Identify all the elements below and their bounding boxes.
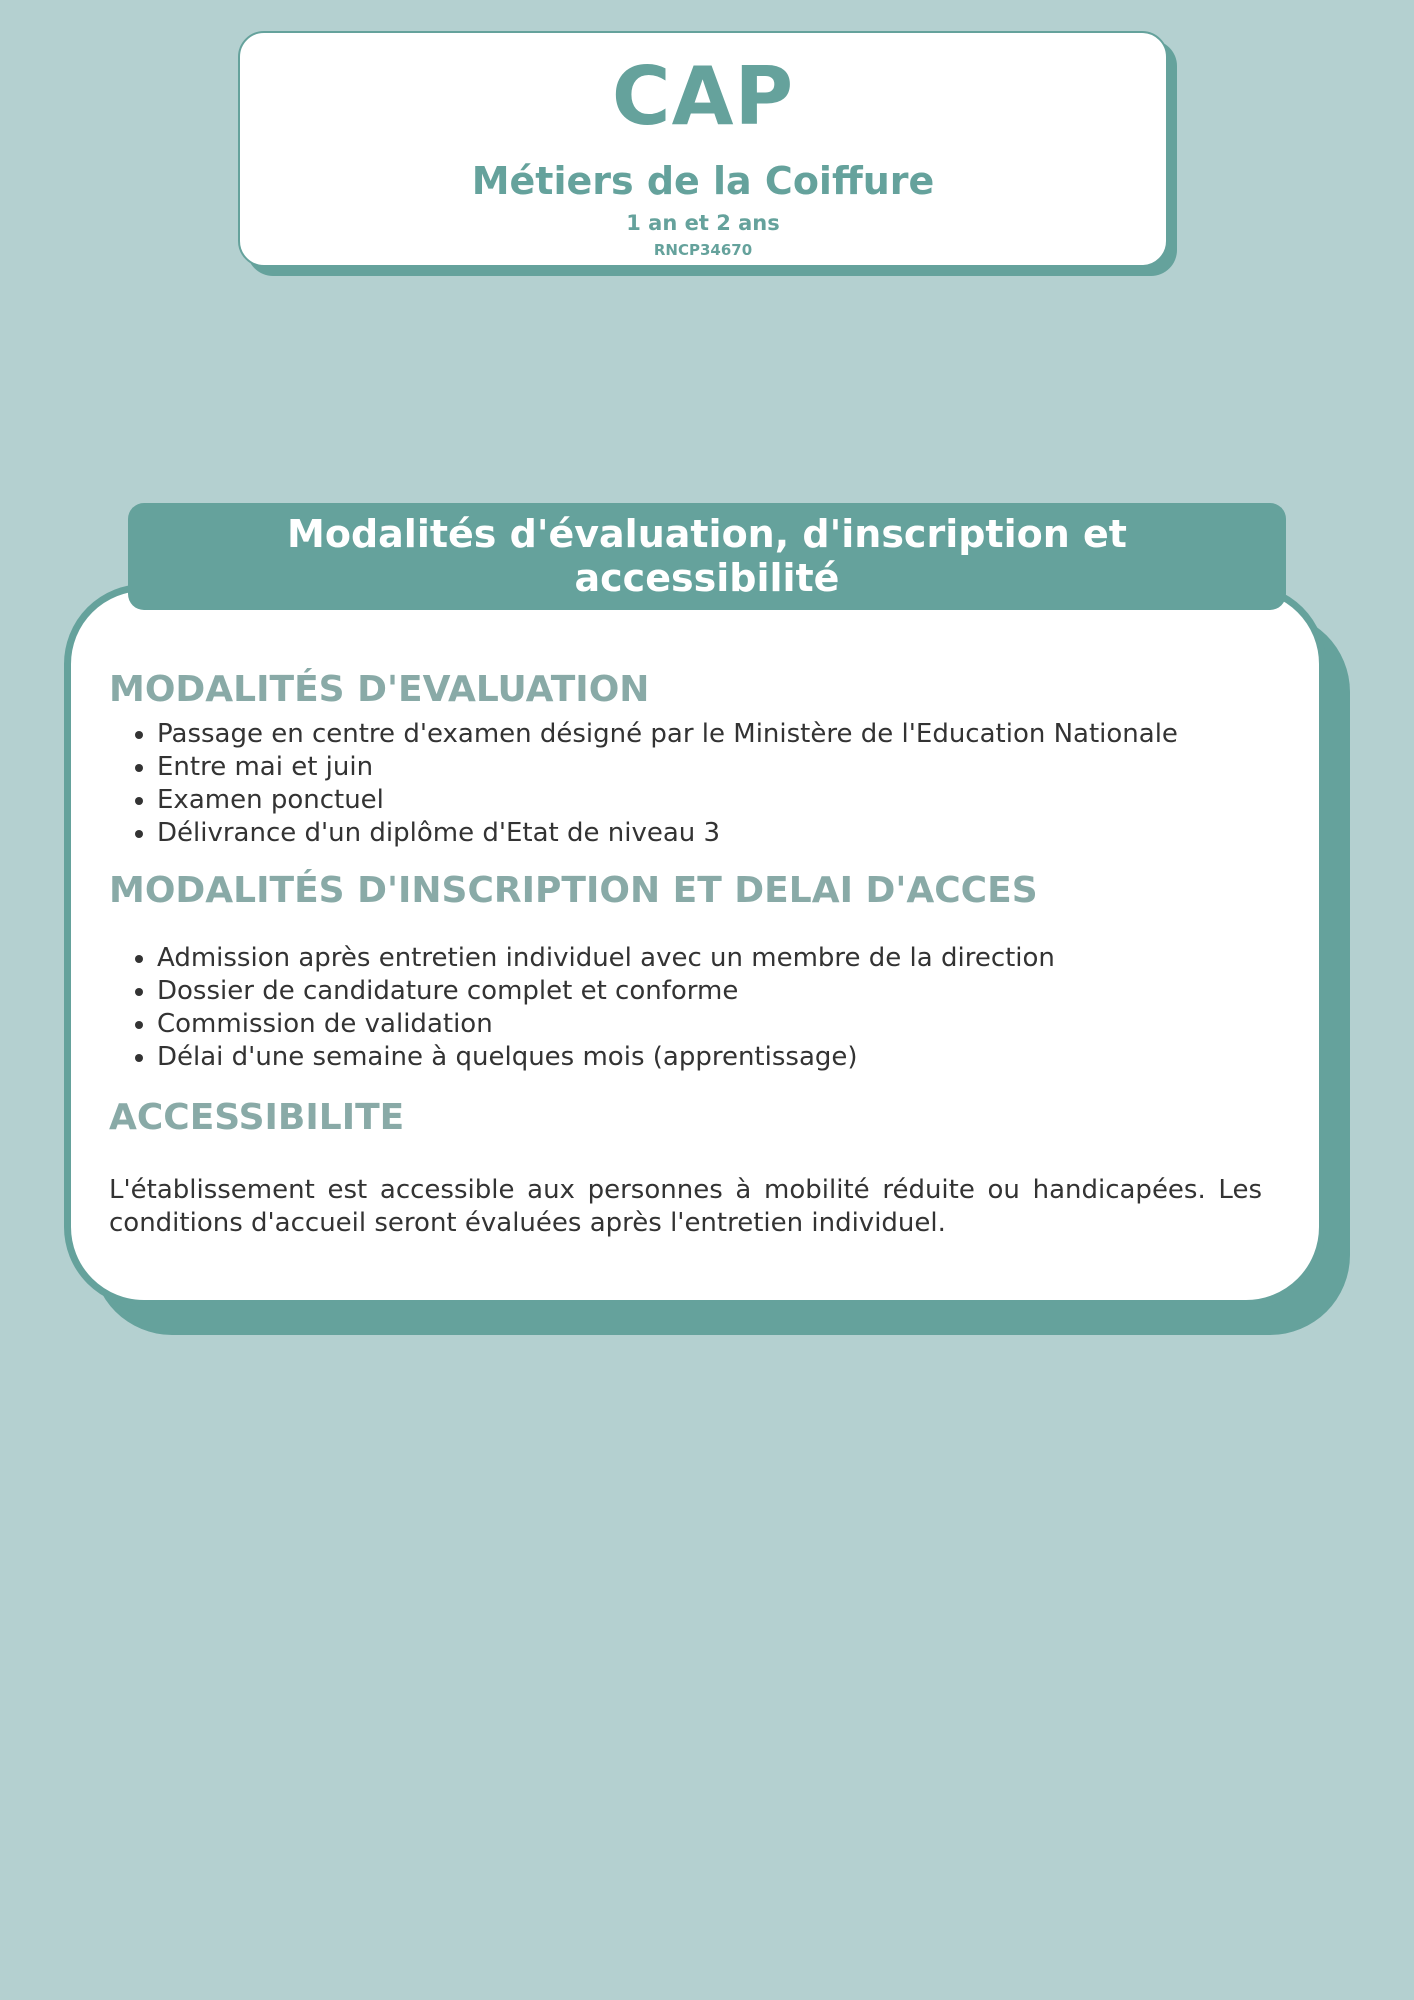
section-banner xyxy=(128,503,1286,610)
header-card xyxy=(238,31,1168,267)
section-title-accessibility: ACCESSIBILITE xyxy=(109,1097,405,1138)
section-title-evaluation: MODALITÉS D'EVALUATION xyxy=(109,669,650,710)
list-item: • Délai d'une semaine à quelques mois (apprentissage) xyxy=(157,1041,1055,1074)
section-title-inscription: MODALITÉS D'INSCRIPTION ET DELAI D'ACCES xyxy=(109,870,1038,911)
rncp-code: RNCP34670 xyxy=(653,241,753,259)
list-item: • Examen ponctuel xyxy=(157,784,1178,817)
diploma-subtitle: Métiers de la Coiffure xyxy=(471,159,935,203)
accessibility-paragraph: L'établissement est accessible aux personnes à mobilité réduite ou handicapées. Les conditions d'accueil seront évaluées après l'entretien individuel. xyxy=(109,1175,1262,1238)
diploma-duration: 1 an et 2 ans xyxy=(626,211,780,235)
list-item: • Passage en centre d'examen désigné par le Ministère de l'Education Nationale xyxy=(157,718,1178,751)
list-item: • Dossier de candidature complet et conforme xyxy=(157,975,1055,1008)
diploma-title: CAP xyxy=(611,50,795,143)
banner-title: Modalités d'évaluation, d'inscription et accessibilité xyxy=(287,511,1127,600)
evaluation-list xyxy=(109,718,1178,850)
list-item: • Délivrance d'un diplôme d'Etat de niveau 3 xyxy=(157,817,1178,850)
list-item: • Entre mai et juin xyxy=(157,751,1178,784)
inscription-list xyxy=(109,942,1055,1074)
list-item: • Commission de validation xyxy=(157,1008,1055,1041)
list-item: • Admission après entretien individuel avec un membre de la direction xyxy=(157,942,1055,975)
